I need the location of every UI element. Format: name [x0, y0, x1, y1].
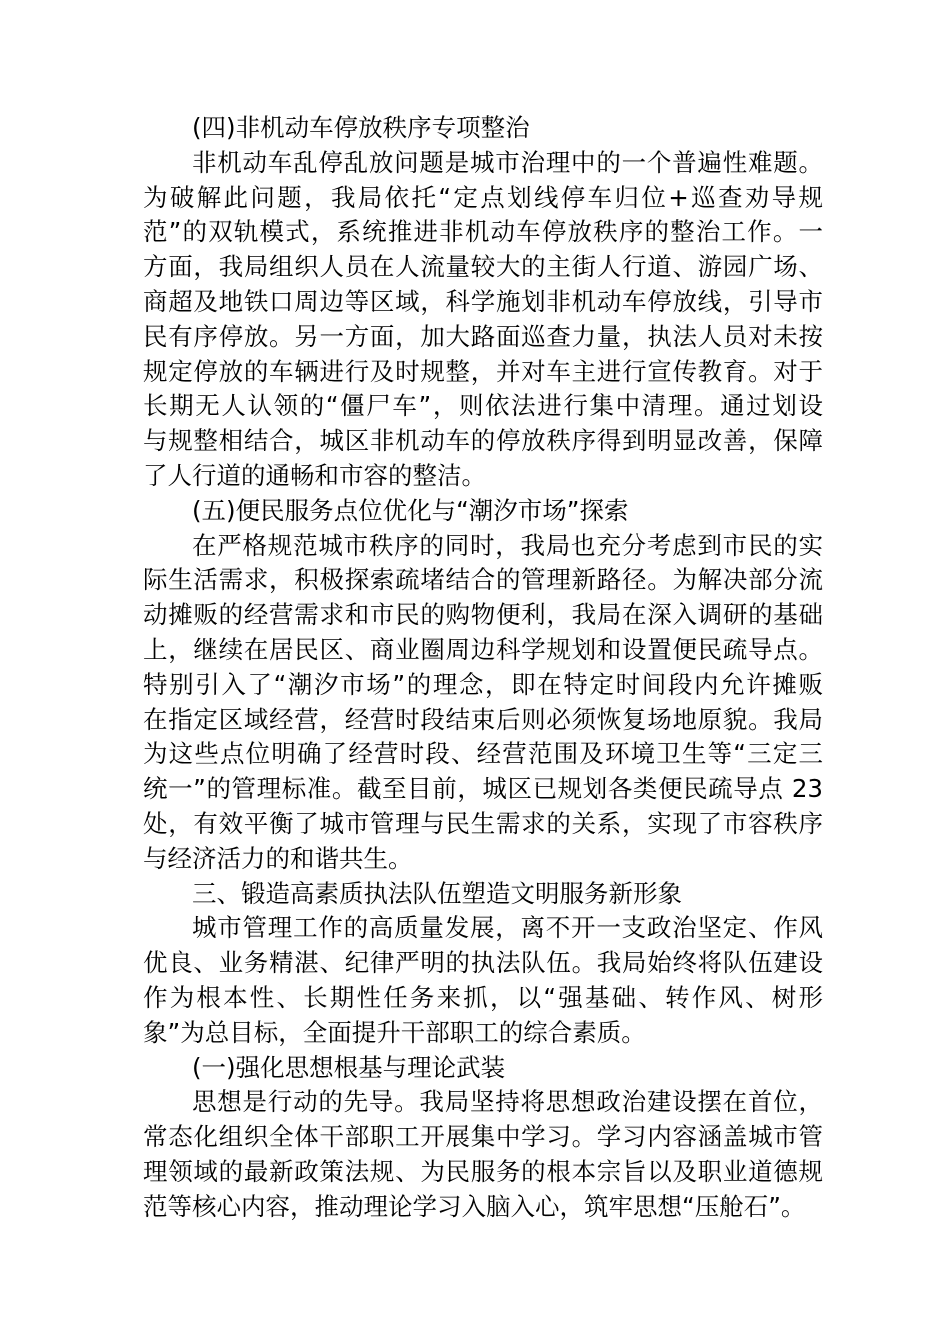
text-line: 上，继续在居民区、商业圈周边科学规划和设置便民疏导点。	[143, 634, 823, 664]
text-line: 为破解此问题，我局依托“定点划线停车归位+巡查劝导规	[143, 182, 823, 212]
body-paragraph	[143, 146, 823, 494]
text-line: 范”的双轨模式，系统推进非机动车停放秩序的整治工作。一	[143, 217, 823, 247]
text-line: 商超及地铁口周边等区域，科学施划非机动车停放线，引导市	[143, 286, 823, 316]
text-line: 与经济活力的和谐共生。	[143, 843, 413, 873]
text-line: 非机动车乱停乱放问题是城市治理中的一个普遍性难题。	[192, 147, 823, 177]
text-line: 思想是行动的先导。我局坚持将思想政治建设摆在首位，	[192, 1087, 823, 1117]
text-line: 与规整相结合，城区非机动车的停放秩序得到明显改善，保障	[143, 426, 823, 456]
text-line: 象”为总目标，全面提升干部职工的综合素质。	[143, 1017, 646, 1047]
text-line: 为这些点位明确了经营时段、经营范围及环境卫生等“三定三	[143, 739, 823, 769]
text-line: 范等核心内容，推动理论学习入脑入心，筑牢思想“压舱石”。	[143, 1191, 806, 1221]
body-paragraph	[143, 911, 823, 1050]
chapter-heading: 三、锻造高素质执法队伍塑造文明服务新形象	[192, 878, 682, 908]
text-line: 规定停放的车辆进行及时规整，并对车主进行宣传教育。对于	[143, 356, 823, 386]
section-heading: (五)便民服务点位优化与“潮汐市场”探索	[192, 495, 629, 525]
text-line: 优良、业务精湛、纪律严明的执法队伍。我局始终将队伍建设	[143, 948, 823, 978]
text-line: 特别引入了“潮汐市场”的理念，即在特定时间段内允许摊贩	[143, 669, 823, 699]
text-line: 城市管理工作的高质量发展，离不开一支政治坚定、作风	[192, 913, 823, 943]
text-line: 理领域的最新政策法规、为民服务的根本宗旨以及职业道德规	[143, 1156, 823, 1186]
section-heading: (四)非机动车停放秩序专项整治	[192, 113, 530, 142]
document-page	[143, 111, 823, 1225]
body-paragraph	[143, 529, 823, 877]
text-line: 在指定区域经营，经营时段结束后则必须恢复场地原貌。我局	[143, 704, 823, 734]
text-line: 民有序停放。另一方面，加大路面巡查力量，执法人员对未按	[143, 321, 823, 351]
text-line: 处，有效平衡了城市管理与民生需求的关系，实现了市容秩序	[143, 808, 823, 838]
text-line: 作为根本性、长期性任务来抓，以“强基础、转作风、树形	[143, 982, 823, 1012]
text-line: 统一”的管理标准。截至目前，城区已规划各类便民疏导点 23	[143, 774, 823, 804]
text-line: 动摊贩的经营需求和市民的购物便利，我局在深入调研的基础	[143, 600, 823, 630]
text-line: 了人行道的通畅和市容的整洁。	[143, 460, 486, 490]
text-line: 方面，我局组织人员在人流量较大的主街人行道、游园广场、	[143, 252, 823, 282]
text-line: 长期无人认领的“僵尸车”，则依法进行集中清理。通过划设	[143, 391, 823, 421]
text-line: 在严格规范城市秩序的同时，我局也充分考虑到市民的实	[192, 530, 823, 560]
text-line: 际生活需求，积极探索疏堵结合的管理新路径。为解决部分流	[143, 565, 823, 595]
body-paragraph	[143, 1085, 823, 1224]
text-line: 常态化组织全体干部职工开展集中学习。学习内容涵盖城市管	[143, 1122, 823, 1152]
section-heading: (一)强化思想根基与理论武装	[192, 1052, 506, 1082]
